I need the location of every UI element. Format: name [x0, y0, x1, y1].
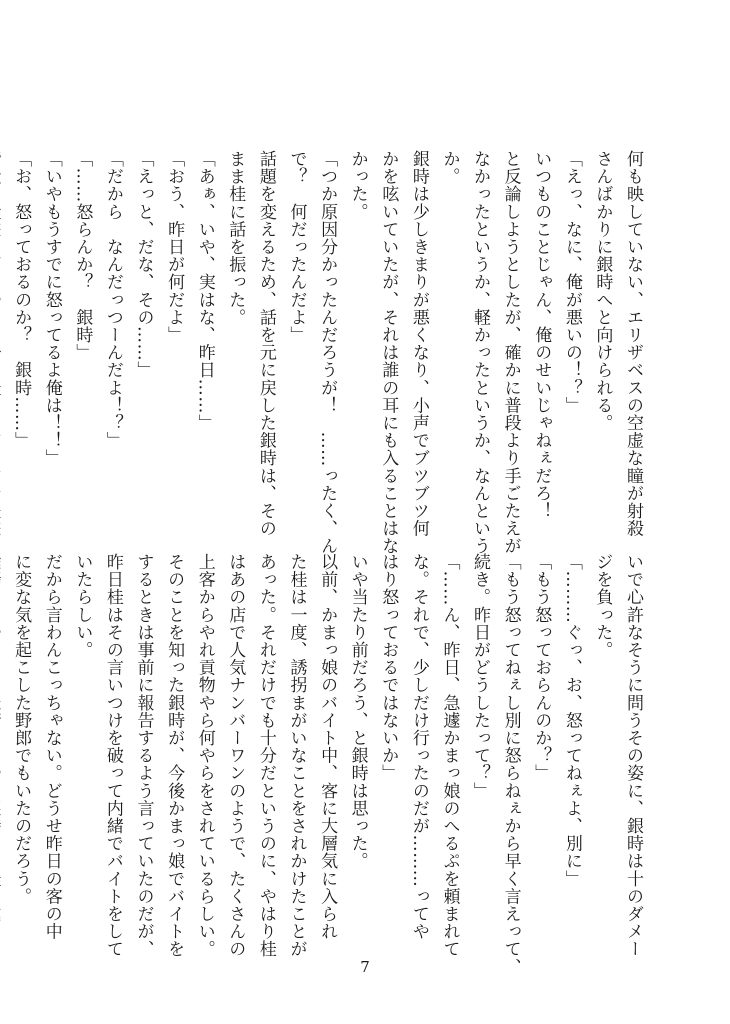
text-line: 昨日桂はその言いつけを破って内緒でバイトをして	[102, 553, 123, 958]
text-line: た桂は一度、誘拐まがいなことをされかけたことが	[286, 553, 307, 958]
text-line: か。	[439, 150, 460, 186]
text-line: と反論しようとしたが、確かに普段より手ごたえが	[500, 150, 521, 555]
text-line: いたらしい。	[72, 553, 93, 659]
text-line: なかったというか、軽かったというか、なんという	[470, 150, 491, 555]
text-line: 「おう、昨日が何だよ」	[164, 150, 185, 344]
text-line: 「もう怒っておらんのか？」	[531, 553, 552, 782]
text-line: さんばかりに銀時へと向けられる。	[592, 150, 613, 432]
text-line: 「………ぐっ、お、怒ってねぇよ、別に」	[561, 553, 582, 888]
text-line: 「……怒らんか？ 銀時」	[72, 150, 93, 362]
text-line: だから言わんこっちゃない。どうせ昨日の客の中	[41, 553, 62, 941]
text-line: はり怒っておるではないか」	[378, 553, 399, 782]
text-line: まま桂に話を振った。	[225, 150, 246, 326]
text-line: 上客からやれ貢物やら何やらをされているらしい。	[194, 553, 215, 958]
text-line: いや当たり前だろう、と銀時は思った。	[347, 553, 368, 870]
text-line: 続き。昨日がどうしたって？」	[470, 553, 491, 800]
text-line: そのことを知った銀時が、今後かまっ娘でバイトを	[164, 553, 185, 958]
text-line	[0, 553, 6, 938]
text-line: 話題を変えるため、話を元に戻した銀時は、その	[255, 150, 276, 538]
text-line: 銀時は少しきまりが悪くなり、小声でブツブツ何	[408, 150, 429, 538]
text-line: 「あぁ、いや、実はな、昨日……」	[194, 150, 215, 432]
text-line: かを呟いていたが、それは誰の耳にも入ることはな	[378, 150, 399, 555]
text-line: 「いやもうすでに怒ってるよ俺は！！」	[41, 150, 62, 467]
text-line: するときは事前に報告するよう言っていたのだが、	[133, 553, 154, 958]
text-line: いつものことじゃん、俺のせいじゃねぇだろ！	[531, 150, 552, 520]
lower-text-block	[11, 553, 648, 976]
text-line: 「だから なんだっつーんだよ！？」	[102, 150, 123, 450]
text-line: あった。それだけでも十分だというのに、やはり桂	[255, 553, 276, 958]
text-line: 以前、かまっ娘のバイト中、客に大層気に入られ	[317, 553, 338, 941]
page-number: 7	[360, 958, 370, 976]
text-line: はあの店で人気ナンバーワンのようで、たくさんの	[225, 553, 246, 958]
text-line: 何も映していない、エリザベスの空虚な瞳が射殺	[623, 150, 643, 538]
text-line: な。それで、少しだけ行ったのだが………ってや	[408, 553, 429, 941]
upper-text-block	[11, 150, 648, 555]
text-line: に変な気を起こした野郎でもいたのだろう。	[11, 553, 32, 905]
text-line: 「もう怒ってねぇし別に怒らねぇから早く言えって、	[500, 553, 521, 976]
text-line: 「えっ、なに、俺が悪いの！？」	[561, 150, 582, 414]
text-line: かった。	[347, 150, 368, 221]
text-line: いで心許なそうに問うその姿に、銀時は十のダメー	[623, 553, 643, 958]
text-line: 「えっと、だな、その……」	[133, 150, 154, 379]
text-line: 「つか原因分かったんだろうが！ ……ったく、ん	[317, 150, 338, 555]
text-line: で？ 何だったんだよ」	[286, 150, 307, 344]
text-line	[0, 150, 6, 535]
text-line: 「……ん、昨日、急遽かまっ娘のへるぷを頼まれて	[439, 553, 460, 958]
text-line: 「お、怒っておるのか？ 銀時……」	[11, 150, 32, 450]
text-line: ジを負った。	[592, 553, 613, 659]
